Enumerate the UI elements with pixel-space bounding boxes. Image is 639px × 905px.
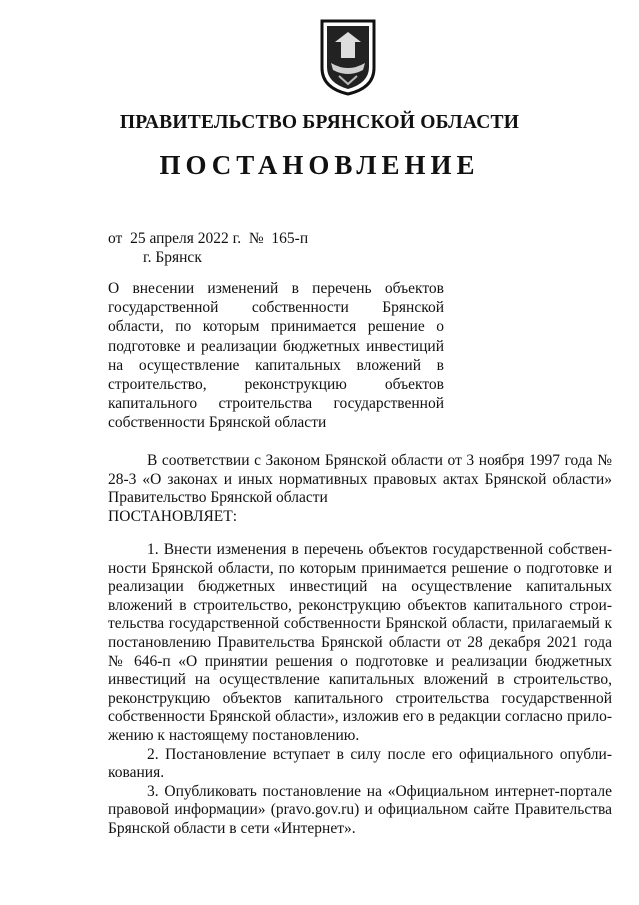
document-meta (108, 229, 308, 267)
preamble-text: В соответствии с Законом Брянской области от 3 ноября 1997 года № 28-3 «О законах и иных нормативных правовых актах Брянской области» Правительство Брянской области (108, 452, 612, 507)
organization-name: ПРАВИТЕЛЬСТВО БРЯНСКОЙ ОБЛАСТИ (119, 112, 520, 133)
document-subject: О внесении изменений в перечень объектов государственной собственности Брянской области, по которым принимается решение о подготовке и реализации бюджетных инвестиций на осуществление капитальных вложений в строительство, реконструкцию объектов капитального строительства государственной собственности Брянской области (108, 280, 444, 432)
document-type-title: ПОСТАНОВЛЕНИЕ (159, 150, 480, 180)
resolution-item-2: 2. Постановление вступает в силу после его официального опубликования. (108, 745, 612, 782)
resolution-items (108, 541, 612, 839)
date-number-line: от 25 апреля 2022 г. № 165-п (108, 230, 309, 247)
city-line: г. Брянск (143, 249, 202, 266)
coat-of-arms-icon (319, 18, 377, 96)
resolution-item-3: 3. Опубликовать постановление на «Официальном интернет-портале правовой информации» (pravo.gov.ru) и официальном сайте Правительства Брянской области в сети «Интернет». (108, 782, 612, 837)
preamble (108, 452, 612, 526)
resolution-item-1: 1. Внести изменения в перечень объектов государственной собственности Брянской области, по которым принимается решение о подготовке и реализации бюджетных инвестиций на осуществление капитальных вложений в строительство, реконструкцию объектов капитального строительства государственной собственности Брянской области, прилагаемый к постановлению Правительства Брянской области от 28 декабря 2021 года № 646-п «О принятии решения о подготовке и реализации бюджетных инвестиций на осуществление капитальных вложений в строительство, реконструкцию объектов капитального строительства государственной собственности Брянской области», изложив его в редакции согласно приложению к настоящему постановлению. (108, 541, 612, 744)
resolves-label: ПОСТАНОВЛЯЕТ: (108, 507, 238, 525)
